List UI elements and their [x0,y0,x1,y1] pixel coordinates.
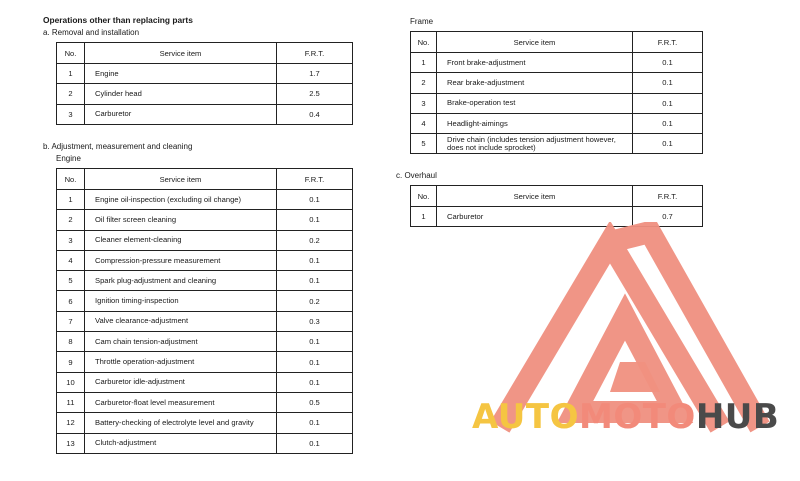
watermark-hub: HUB [695,397,780,437]
header-frt: F.R.T. [633,186,703,207]
cell-item: Front brake-adjustment [437,53,633,73]
table-body [57,64,353,125]
table-row [411,113,703,133]
cell-no: 1 [411,53,437,73]
cell-frt: 0.5 [277,392,353,412]
cell-no: 4 [411,113,437,133]
watermark-wordmark [472,398,779,436]
cell-frt: 0.1 [277,190,353,210]
cell-frt: 0.1 [277,433,353,453]
cell-no: 12 [57,413,85,433]
table-row [57,64,353,84]
table-row [57,230,353,250]
cell-no: 5 [57,271,85,291]
cell-item: Engine oil-inspection (excluding oil change) [85,190,277,210]
cell-item: Battery-checking of electrolyte level and gravity [85,413,277,433]
section-b-title: b. Adjustment, measurement and cleaning [43,142,193,151]
cell-frt: 0.1 [633,93,703,113]
cell-frt: 0.1 [277,250,353,270]
cell-item: Carburetor [85,104,277,124]
table-row [411,73,703,93]
cell-frt: 1.7 [277,64,353,84]
cell-no: 8 [57,332,85,352]
frame-table [410,31,703,154]
cell-no: 1 [57,190,85,210]
section-a-title: a. Removal and installation [43,28,140,37]
cell-item: Carburetor [437,207,633,227]
cell-no: 2 [57,84,85,104]
cell-no: 1 [411,207,437,227]
table-row [57,392,353,412]
cell-item: Drive chain (includes tension adjustment however, does not include sprocket) [437,134,633,154]
table-header-row [57,43,353,64]
cell-item: Throttle operation-adjustment [85,352,277,372]
cell-frt: 0.3 [277,311,353,331]
table-body [411,53,703,154]
table-row [57,372,353,392]
header-no: No. [57,169,85,190]
cell-frt: 0.1 [277,210,353,230]
cell-no: 3 [411,93,437,113]
header-service-item: Service item [85,43,277,64]
table-row [57,210,353,230]
overhaul-table [410,185,703,227]
header-no: No. [411,32,437,53]
table-row [411,93,703,113]
table-row [57,413,353,433]
cell-no: 6 [57,291,85,311]
cell-frt: 0.1 [277,352,353,372]
section-title: Operations other than replacing parts [43,15,193,25]
header-no: No. [411,186,437,207]
frame-title: Frame [410,17,434,26]
cell-no: 9 [57,352,85,372]
cell-frt: 0.4 [277,104,353,124]
section-c-title: c. Overhaul [396,171,437,180]
adjustment-table [56,168,353,454]
cell-item: Spark plug-adjustment and cleaning [85,271,277,291]
table-header-row [411,32,703,53]
header-frt: F.R.T. [277,169,353,190]
section-b-subtitle: Engine [56,154,81,163]
cell-no: 7 [57,311,85,331]
cell-frt: 0.7 [633,207,703,227]
cell-frt: 0.1 [633,113,703,133]
cell-item: Headlight-aimings [437,113,633,133]
cell-no: 2 [57,210,85,230]
table-row [57,271,353,291]
cell-frt: 2.5 [277,84,353,104]
removal-installation-table [56,42,353,125]
cell-no: 5 [411,134,437,154]
table-header-row [57,169,353,190]
table-row [57,291,353,311]
cell-no: 13 [57,433,85,453]
table-row [57,250,353,270]
header-no: No. [57,43,85,64]
cell-frt: 0.1 [633,73,703,93]
table-row [411,134,703,154]
cell-frt: 0.2 [277,230,353,250]
header-service-item: Service item [85,169,277,190]
cell-no: 10 [57,372,85,392]
table-row [57,104,353,124]
watermark-moto: MOTO [578,397,696,437]
cell-item: Carburetor-float level measurement [85,392,277,412]
cell-no: 3 [57,104,85,124]
table-header-row [411,186,703,207]
table-row [57,311,353,331]
table-row [411,53,703,73]
cell-item: Valve clearance-adjustment [85,311,277,331]
watermark-auto: AUTO [472,397,579,437]
header-frt: F.R.T. [633,32,703,53]
cell-frt: 0.1 [277,332,353,352]
cell-no: 3 [57,230,85,250]
table-body [57,190,353,454]
cell-frt: 0.1 [277,413,353,433]
cell-no: 2 [411,73,437,93]
cell-frt: 0.1 [277,372,353,392]
table-row [57,332,353,352]
table-row [57,190,353,210]
table-row [57,352,353,372]
cell-item: Cam chain tension-adjustment [85,332,277,352]
cell-frt: 0.1 [633,53,703,73]
table-row [57,433,353,453]
cell-item: Compression-pressure measurement [85,250,277,270]
cell-item: Rear brake-adjustment [437,73,633,93]
cell-item: Cleaner element-cleaning [85,230,277,250]
header-service-item: Service item [437,32,633,53]
header-service-item: Service item [437,186,633,207]
cell-item: Brake-operation test [437,93,633,113]
cell-item: Engine [85,64,277,84]
cell-item: Cylinder head [85,84,277,104]
cell-item: Clutch-adjustment [85,433,277,453]
cell-no: 11 [57,392,85,412]
header-frt: F.R.T. [277,43,353,64]
table-row [57,84,353,104]
cell-frt: 0.1 [277,271,353,291]
cell-item: Ignition timing-inspection [85,291,277,311]
cell-frt: 0.2 [277,291,353,311]
cell-no: 1 [57,64,85,84]
cell-item: Oil filter screen cleaning [85,210,277,230]
cell-frt: 0.1 [633,134,703,154]
cell-item: Carburetor idle-adjustment [85,372,277,392]
cell-no: 4 [57,250,85,270]
